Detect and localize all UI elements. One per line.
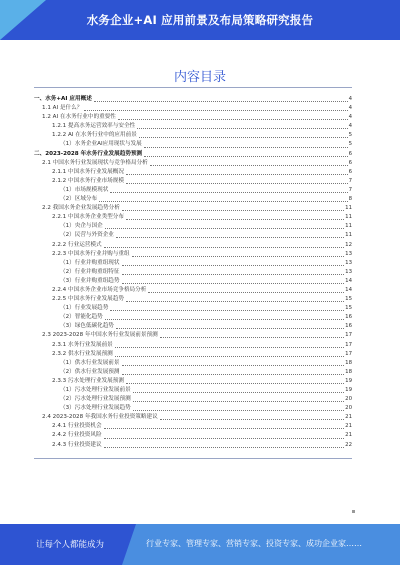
toc-entry-label: （2）区域分布: [60, 196, 98, 203]
toc-leader-dots: [84, 110, 347, 111]
toc-leader-dots: [126, 183, 348, 184]
toc-leader-dots: [132, 256, 345, 257]
toc-entry[interactable]: [34, 304, 352, 313]
toc-leader-dots: [104, 428, 345, 429]
toc-entry-label: （3）行业并购重组趋势: [60, 277, 120, 284]
toc-entry-label: 2.1 中国水务行业发展现状与竞争格局分析: [42, 159, 148, 166]
toc-entry-page: 17: [345, 332, 352, 339]
toc-entry-label: 1.2.1 提高水务运营效率与安全性: [52, 123, 136, 130]
toc-entry[interactable]: [34, 222, 352, 231]
toc-entry[interactable]: [34, 95, 352, 104]
toc-entry-page: 6: [348, 168, 352, 175]
toc-entry[interactable]: [34, 113, 352, 122]
toc-top-rule: [34, 87, 352, 88]
toc-entry-page: 4: [348, 96, 352, 102]
toc-entry[interactable]: [34, 241, 352, 250]
toc-leader-dots: [105, 228, 344, 229]
toc-entry[interactable]: [34, 195, 352, 204]
toc-leader-dots: [126, 383, 344, 384]
toc-leader-dots: [104, 438, 345, 439]
toc-entry[interactable]: [34, 313, 352, 322]
toc-entry-label: 二、2023-2028 年水务行业发展趋势预测: [34, 150, 143, 157]
toc-entry[interactable]: [34, 295, 352, 304]
toc-leader-dots: [104, 447, 345, 448]
toc-entry-page: 15: [345, 296, 352, 303]
toc-entry[interactable]: [34, 150, 352, 159]
toc-entry[interactable]: [34, 322, 352, 331]
toc-entry-label: 2.3.2 供水行业发展预测: [52, 350, 113, 357]
toc-entry-page: 20: [345, 405, 352, 412]
toc-entry[interactable]: [34, 159, 352, 168]
toc-entry-label: 2.2.5 中国水务行业发展趋势: [52, 296, 124, 303]
toc-leader-dots: [126, 301, 344, 302]
toc-entry-page: 17: [345, 341, 352, 348]
toc-leader-dots: [122, 210, 344, 211]
toc-entry-page: 6: [348, 150, 352, 157]
footer-slant-decoration: [122, 524, 136, 565]
toc-leader-dots: [104, 247, 345, 248]
toc-entry-page: 7: [348, 177, 352, 184]
toc-entry-label: （2）智能化趋势: [60, 314, 103, 321]
toc-entry[interactable]: [34, 250, 352, 259]
toc-leader-dots: [118, 119, 348, 120]
toc-entry-page: 14: [345, 277, 352, 284]
toc-entry[interactable]: [34, 177, 352, 186]
toc-leader-dots: [137, 128, 347, 129]
toc-entry-label: 2.2.1 中国水务企业类型分布: [52, 214, 124, 221]
toc-entry[interactable]: [34, 386, 352, 395]
toc-leader-dots: [133, 392, 344, 393]
toc-leader-dots: [94, 101, 348, 102]
toc-entry[interactable]: [34, 404, 352, 413]
toc-entry-label: （1）水务企业AI应用现状与发展: [60, 141, 142, 148]
toc-entry[interactable]: [34, 331, 352, 340]
report-title: 水务企业+AI 应用前景及布局策略研究报告: [86, 13, 314, 27]
toc-entry-page: 16: [345, 323, 352, 330]
toc-entry-page: 8: [348, 196, 352, 203]
toc-entry-page: 12: [345, 241, 352, 248]
toc-leader-dots: [144, 156, 347, 157]
toc-leader-dots: [115, 356, 344, 357]
toc-entry[interactable]: [34, 231, 352, 240]
toc-entry-label: 2.4.1 行业投资机会: [52, 423, 102, 430]
toc-entry-page: 14: [345, 286, 352, 293]
toc-entry-label: （1）污水处理行业发展前景: [60, 387, 131, 393]
toc-entry[interactable]: [34, 122, 352, 131]
toc-entry-page: 19: [345, 387, 352, 393]
toc-entry-label: （1）央企与国企: [60, 223, 103, 230]
toc-entry[interactable]: [34, 259, 352, 268]
toc-entry-label: 一、水务+AI 应用概述: [34, 96, 92, 102]
toc-entry[interactable]: [34, 104, 352, 113]
toc-entry-label: 1.1 AI 是什么？: [42, 105, 83, 112]
toc-leader-dots: [122, 374, 345, 375]
toc-entry-label: （1）行业发展趋势: [60, 305, 109, 312]
toc-heading: 内容目录: [173, 70, 226, 85]
toc-entry-page: 17: [345, 350, 352, 357]
toc-entry-page: 11: [345, 232, 352, 239]
toc-entry[interactable]: [34, 341, 352, 350]
toc-leader-dots: [115, 347, 344, 348]
toc-entry[interactable]: [34, 204, 352, 213]
toc-entry-page: 21: [345, 432, 352, 439]
toc-entry-label: 2.2.4 中国水务企业市场竞争格局分析: [52, 286, 147, 293]
toc-entry-page: 7: [348, 186, 352, 193]
toc-leader-dots: [160, 419, 344, 420]
toc-leader-dots: [139, 137, 348, 138]
toc-entry[interactable]: [34, 286, 352, 295]
toc-entry-label: （2）民营与外资企业: [60, 232, 114, 239]
page-marker: [352, 510, 355, 513]
toc-entry[interactable]: [34, 268, 352, 277]
toc-entry[interactable]: [34, 213, 352, 222]
toc-entry-label: （1）市场规模现状: [60, 186, 109, 193]
toc-entry-page: 21: [345, 414, 352, 421]
toc-entry-label: （3）污水处理行业发展趋势: [60, 405, 131, 412]
toc-entry-label: 2.2.2 行业运营模式: [52, 241, 102, 248]
toc-leader-dots: [122, 274, 345, 275]
toc-entry-label: 2.4 2023-2028 年我国水务行业投资策略建议: [42, 414, 158, 421]
toc-entry-label: 2.1.2 中国水务行业市场规模: [52, 177, 124, 184]
toc-entry-label: （2）行业并购重组特征: [60, 268, 120, 275]
toc-entry-label: 2.4.2 行业投资风险: [52, 432, 102, 439]
toc-leader-dots: [99, 201, 347, 202]
footer-slogan: 让每个人都能成为: [36, 540, 105, 550]
toc-leader-dots: [160, 337, 344, 338]
toc-entry[interactable]: [34, 441, 352, 450]
toc-leader-dots: [126, 219, 344, 220]
toc-entry[interactable]: [34, 422, 352, 431]
toc-entry-label: 2.4.3 行业投资建议: [52, 441, 102, 448]
toc-leader-dots: [110, 310, 344, 311]
toc-entry-page: 11: [345, 205, 352, 212]
toc-entry-label: （1）供水行业发展前景: [60, 359, 120, 366]
toc-bottom-rule: [34, 458, 352, 459]
toc-entry-page: 11: [345, 223, 352, 230]
toc-leader-dots: [116, 328, 344, 329]
table-of-contents: [34, 95, 352, 450]
toc-leader-dots: [122, 283, 345, 284]
toc-entry-label: 2.3 2023-2028 年中国水务行业发展前景预测: [42, 332, 158, 339]
toc-leader-dots: [126, 174, 348, 175]
toc-entry-page: 15: [345, 305, 352, 312]
toc-entry-page: 4: [348, 123, 352, 130]
toc-entry-page: 13: [345, 268, 352, 275]
toc-entry-page: 22: [345, 441, 352, 448]
toc-entry-page: 6: [348, 159, 352, 166]
toc-entry-label: 2.2 我国水务企业发展趋势分析: [42, 205, 120, 212]
toc-leader-dots: [110, 192, 347, 193]
toc-entry-page: 5: [348, 132, 352, 139]
toc-entry[interactable]: [34, 413, 352, 422]
toc-leader-dots: [122, 365, 345, 366]
toc-entry-page: 18: [345, 368, 352, 375]
toc-entry-label: 2.1.1 中国水务行业发展概况: [52, 168, 124, 175]
toc-entry-page: 18: [345, 359, 352, 366]
toc-entry[interactable]: [34, 277, 352, 286]
toc-entry[interactable]: [34, 140, 352, 149]
toc-leader-dots: [144, 147, 348, 148]
toc-entry-label: 1.2.2 AI 在水务行业中的应用前景: [52, 132, 137, 139]
toc-leader-dots: [122, 265, 345, 266]
toc-entry-page: 13: [345, 250, 352, 257]
toc-leader-dots: [148, 292, 344, 293]
footer-roles: 行业专家、管理专家、营销专家、投资专家、成功企业家……: [146, 539, 362, 548]
toc-entry-page: 21: [345, 423, 352, 430]
toc-entry[interactable]: [34, 368, 352, 377]
report-footer: [0, 524, 400, 565]
toc-entry-label: （3）绿色低碳化趋势: [60, 323, 114, 330]
toc-entry-label: （1）行业并购重组现状: [60, 259, 120, 266]
toc-entry-page: 20: [345, 396, 352, 403]
toc-entry-label: 2.3.1 水务行业发展前景: [52, 341, 113, 348]
toc-leader-dots: [116, 237, 344, 238]
toc-entry-page: 16: [345, 314, 352, 321]
toc-entry-page: 4: [348, 114, 352, 121]
toc-entry-page: 4: [348, 105, 352, 112]
toc-entry[interactable]: [34, 350, 352, 359]
toc-entry[interactable]: [34, 377, 352, 386]
toc-entry-page: 19: [345, 377, 352, 384]
toc-entry[interactable]: [34, 395, 352, 404]
toc-entry[interactable]: [34, 431, 352, 440]
toc-entry[interactable]: [34, 359, 352, 368]
toc-entry-label: （2）污水处理行业发展预测: [60, 396, 131, 403]
toc-entry-label: （2）供水行业发展预测: [60, 368, 120, 375]
toc-leader-dots: [150, 165, 348, 166]
toc-entry-label: 2.2.3 中国水务行业并购与重组: [52, 250, 130, 257]
toc-entry-page: 11: [345, 214, 352, 221]
toc-leader-dots: [133, 410, 344, 411]
toc-entry-label: 2.3.3 污水处理行业发展预测: [52, 377, 124, 384]
report-header: [0, 0, 400, 40]
toc-entry[interactable]: [34, 168, 352, 177]
toc-entry-label: 1.2 AI 在水务行业中的重要性: [42, 114, 116, 121]
toc-entry-page: 13: [345, 259, 352, 266]
toc-leader-dots: [133, 401, 344, 402]
toc-entry-page: 5: [348, 141, 352, 148]
toc-entry[interactable]: [34, 186, 352, 195]
toc-leader-dots: [105, 319, 344, 320]
toc-entry[interactable]: [34, 131, 352, 140]
